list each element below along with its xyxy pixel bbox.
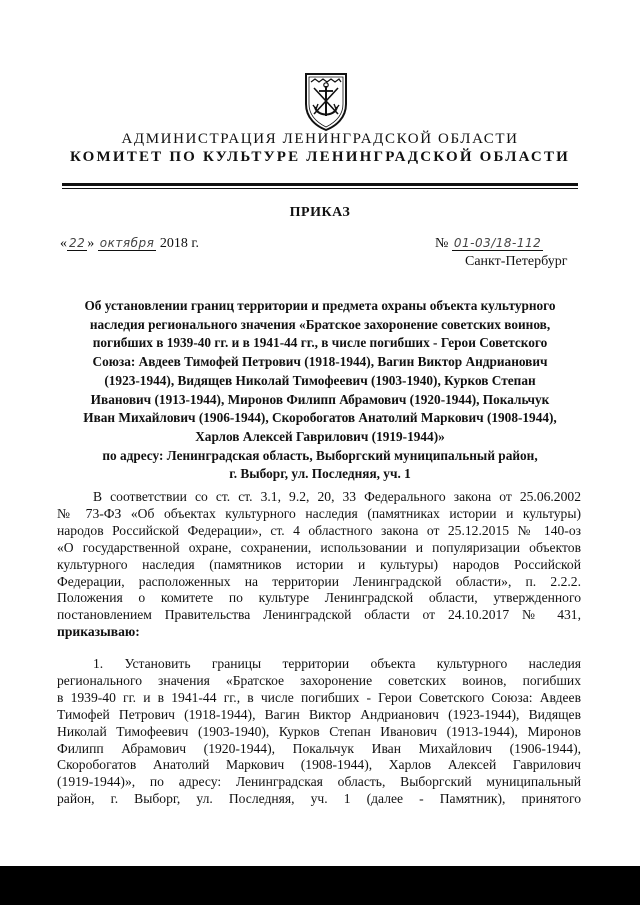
paragraph-line: Тимофей Петрович (1918-1944), Вагин Виктор Андрианович (1923-1944), Видящев xyxy=(57,706,581,722)
subject-line: Иванович (1913-1944), Миронов Филипп Абрамович (1920-1944), Покальчук xyxy=(90,391,550,407)
date-day-handwritten: 22 xyxy=(69,236,86,250)
subject-line: Об установлении границ территории и предмета охраны объекта культурного xyxy=(84,298,556,313)
subject-line: Союза: Авдеев Тимофей Петрович (1918-1944), Вагин Виктор Андрианович xyxy=(92,354,548,370)
order-action-word: приказываю: xyxy=(57,624,140,640)
header-divider-thick xyxy=(62,183,578,186)
clause-1-paragraph xyxy=(57,656,581,808)
paragraph-line: район, г. Выборг, ул. Последняя, уч. 1 (далее - Памятник), принятого xyxy=(57,791,581,807)
date-quote-open: « xyxy=(60,236,67,251)
paragraph-line: в 1939-40 гг. и в 1941-44 гг., в числе погибших - Герои Советского Союза: Авдеев xyxy=(57,689,581,705)
header-divider-thin xyxy=(62,188,578,189)
subject-line: по адресу: Ленинградская область, Выборгский муниципальный район, xyxy=(102,447,538,463)
subject-line: наследия регионального значения «Братское захоронение советских воинов, xyxy=(89,316,551,332)
paragraph-line: 1. Установить границы территории объекта культурного наследия xyxy=(93,656,581,671)
order-number xyxy=(435,236,543,252)
paragraph-line: Филипп Абрамович (1920-1944), Покальчук Иван Михайлович (1906-1944), xyxy=(57,740,581,756)
document-title: ПРИКАЗ xyxy=(289,205,351,220)
date-month-handwritten: октября xyxy=(99,236,155,250)
subject-line: г. Выборг, ул. Последняя, уч. 1 xyxy=(229,466,411,482)
paragraph-line: регионального значения «Братское захоронение советских воинов, погибших xyxy=(57,672,581,688)
date-year: 2018 г. xyxy=(159,236,199,251)
city-name: Санкт-Петербург xyxy=(465,254,568,269)
paragraph-line: народов Российской Федерации», ст. 4 областного закона от 25.12.2015 № 140-оз xyxy=(57,522,581,538)
paragraph-line: Положения о комитете по культуре Ленинградской области, утвержденного xyxy=(57,590,581,606)
date-quote-close: » xyxy=(87,236,95,251)
subject-line: погибших в 1939-40 гг. и в 1941-44 гг., в числе погибших - Герои Советского xyxy=(92,335,548,351)
paragraph-line: № 73-ФЗ «Об объектах культурного наследия (памятниках истории и культуры) xyxy=(57,505,581,521)
paragraph-line: постановлением Правительства Ленинградской области от 24.10.2017 № 431, xyxy=(57,607,581,623)
subject-line: Харлов Алексей Гаврилович (1919-1944)» xyxy=(195,428,445,444)
paragraph-line: «О государственной охране, сохранении, использовании и популяризации объектов xyxy=(57,539,581,555)
org-name-committee: КОМИТЕТ ПО КУЛЬТУРЕ ЛЕНИНГРАДСКОЙ ОБЛАСТИ xyxy=(69,149,571,165)
org-name-administration: АДМИНИСТРАЦИЯ ЛЕНИНГРАДСКОЙ ОБЛАСТИ xyxy=(121,131,519,147)
number-sign: № xyxy=(435,236,449,251)
paragraph-line: культурного наследия (памятников истории и культуры) народов Российской xyxy=(57,556,581,572)
scan-bottom-border xyxy=(0,866,640,905)
paragraph-line: (1919-1944)», по адресу: Ленинградская область, Выборгский муниципальный xyxy=(57,774,581,790)
subject-line: (1923-1944), Видящев Николай Тимофеевич (1903-1940), Курков Степан xyxy=(104,372,536,388)
order-date xyxy=(60,236,199,252)
preamble-paragraph xyxy=(57,489,581,641)
coat-of-arms-icon xyxy=(300,70,352,132)
subject-line: Иван Михайлович (1906-1944), Скоробогатов Анатолий Маркович (1908-1944), xyxy=(83,410,557,426)
number-handwritten: 01-03/18-112 xyxy=(453,236,542,250)
paragraph-line: Федерации, расположенных на территории Ленинградской области», п. 2.2.2. xyxy=(57,573,581,589)
paragraph-line: В соответствии со ст. ст. 3.1, 9.2, 20, 33 Федерального закона от 25.06.2002 xyxy=(93,489,581,504)
order-subject xyxy=(56,297,584,484)
paragraph-line: Николай Тимофеевич (1903-1940), Курков Степан Иванович (1913-1944), Миронов xyxy=(57,723,581,739)
paragraph-line: Скоробогатов Анатолий Маркович (1908-1944), Харлов Алексей Гаврилович xyxy=(57,757,581,773)
